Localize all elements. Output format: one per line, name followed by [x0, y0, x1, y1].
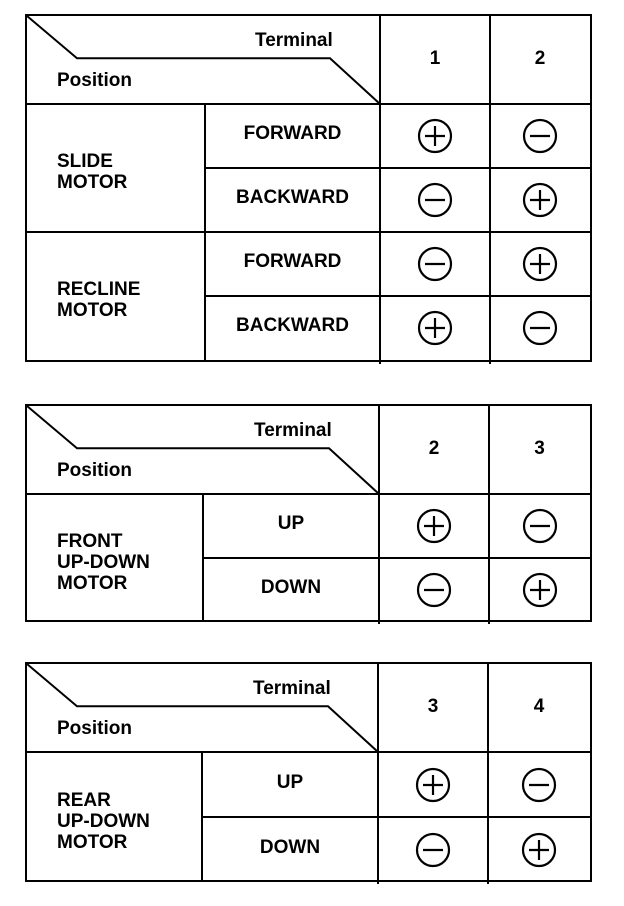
- position-header-label: Position: [57, 460, 132, 481]
- motor-name: REAR UP-DOWN MOTOR: [57, 789, 150, 853]
- positive-terminal-icon: [521, 832, 557, 868]
- negative-terminal-icon: [522, 118, 558, 154]
- row-divider: [202, 816, 590, 818]
- terminal-number: 2: [534, 48, 546, 69]
- terminal-table: [25, 404, 592, 622]
- positive-terminal-icon: [522, 572, 558, 608]
- negative-terminal-icon: [522, 508, 558, 544]
- motor-name: SLIDE MOTOR: [57, 151, 128, 193]
- terminal-number: 4: [533, 696, 545, 717]
- column-divider: [487, 664, 489, 884]
- terminal-header-label: Terminal: [254, 420, 332, 441]
- terminal-number: 3: [427, 696, 439, 717]
- row-divider: [203, 557, 590, 559]
- position-header-label: Position: [57, 718, 132, 739]
- negative-terminal-icon: [521, 767, 557, 803]
- terminal-table: [25, 662, 592, 882]
- position-header-label: Position: [57, 70, 132, 91]
- switch-position-label: DOWN: [259, 836, 321, 858]
- negative-terminal-icon: [522, 310, 558, 346]
- negative-terminal-icon: [416, 572, 452, 608]
- negative-terminal-icon: [417, 182, 453, 218]
- row-divider: [205, 167, 590, 169]
- switch-position-label: BACKWARD: [236, 315, 349, 336]
- switch-position-label: UP: [277, 513, 305, 534]
- terminal-table: [25, 14, 592, 362]
- row-divider: [205, 295, 590, 297]
- positive-terminal-icon: [415, 767, 451, 803]
- header-divider: [27, 493, 590, 495]
- switch-position-label: FORWARD: [243, 123, 342, 144]
- terminal-number: 2: [428, 438, 440, 459]
- header-divider: [27, 751, 590, 753]
- switch-position-label: FORWARD: [243, 251, 342, 272]
- switch-position-label: DOWN: [260, 577, 322, 598]
- column-divider: [488, 406, 490, 624]
- motor-name: FRONT UP-DOWN MOTOR: [57, 530, 150, 594]
- switch-position-label: UP: [276, 771, 304, 793]
- terminal-number: 3: [534, 438, 545, 459]
- terminal-number: 1: [429, 48, 441, 69]
- positive-terminal-icon: [417, 118, 453, 154]
- positive-terminal-icon: [522, 246, 558, 282]
- negative-terminal-icon: [415, 832, 451, 868]
- positive-terminal-icon: [522, 182, 558, 218]
- column-divider: [489, 16, 491, 364]
- positive-terminal-icon: [416, 508, 452, 544]
- motor-name: RECLINE MOTOR: [57, 279, 141, 321]
- terminal-header-label: Terminal: [255, 30, 333, 51]
- negative-terminal-icon: [417, 246, 453, 282]
- group-divider: [27, 231, 590, 233]
- switch-position-label: BACKWARD: [236, 187, 349, 208]
- positive-terminal-icon: [417, 310, 453, 346]
- terminal-header-label: Terminal: [253, 678, 331, 699]
- header-divider: [27, 103, 590, 105]
